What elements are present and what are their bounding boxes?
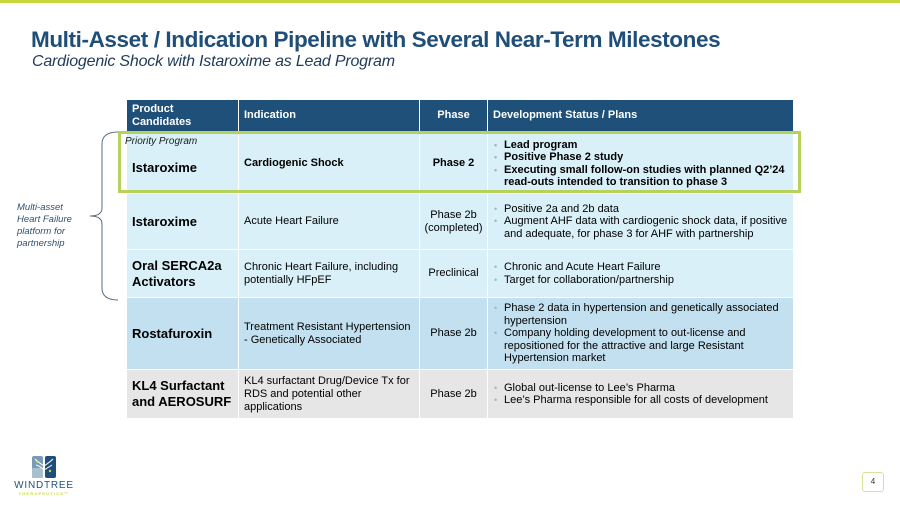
table-row — [127, 370, 793, 418]
indication: KL4 surfactant Drug/Device Tx for RDS and potential other applications — [239, 370, 420, 418]
phase: Phase 2b (completed) — [420, 194, 488, 249]
status-bullet: • Lead program — [493, 139, 788, 152]
pipeline-table — [127, 100, 793, 418]
page-subtitle: Cardiogenic Shock with Istaroxime as Lead Program — [32, 53, 395, 70]
top-accent-bar — [0, 0, 900, 3]
side-note-line: Heart Failure — [17, 214, 72, 225]
side-note-line: partnership — [17, 238, 65, 249]
table-row — [127, 132, 793, 194]
development-status — [488, 298, 793, 369]
table-row — [127, 250, 793, 298]
phase: Preclinical — [420, 250, 488, 297]
status-bullet: • Executing small follow-on studies with planned Q2’24 read-outs intended to transition to phase 3 — [493, 164, 788, 189]
page-number: 4 — [862, 472, 884, 492]
indication: Cardiogenic Shock — [239, 132, 420, 193]
logo-name: WINDTREE — [14, 480, 74, 491]
side-note-line: Multi-asset — [17, 202, 63, 213]
page-title: Multi-Asset / Indication Pipeline with Several Near-Term Milestones — [31, 27, 721, 52]
header-product-candidates: Product Candidates — [127, 100, 239, 131]
status-bullet: • Global out-license to Lee’s Pharma — [493, 382, 768, 395]
priority-program-label: Priority Program — [125, 136, 198, 147]
phase: Phase 2b — [420, 298, 488, 369]
indication: Chronic Heart Failure, including potentially HFpEF — [239, 250, 420, 297]
development-status — [488, 194, 793, 249]
table-header-row — [127, 100, 793, 132]
phase: Phase 2 — [420, 132, 488, 193]
status-bullet: • Target for collaboration/partnership — [493, 274, 674, 287]
development-status — [488, 370, 793, 418]
development-status — [488, 250, 793, 297]
product-name: Rostafuroxin — [127, 298, 239, 369]
status-bullet: • Augment AHF data with cardiogenic shock data, if positive and adequate, for phase 3 for AHF with partnership — [493, 215, 788, 240]
logo-tagline: THERAPEUTICS™ — [18, 491, 70, 496]
windtree-logo — [14, 456, 74, 496]
product-name: KL4 Surfactant and AEROSURF — [127, 370, 239, 418]
tree-logo-icon — [32, 456, 56, 478]
product-name: Istaroxime — [127, 132, 239, 193]
header-phase: Phase — [420, 100, 488, 131]
status-bullet: • Lee’s Pharma responsible for all costs of development — [493, 394, 768, 407]
table-row — [127, 194, 793, 250]
development-status — [488, 132, 793, 193]
status-bullet: • Company holding development to out-license and repositioned for the attractive and large Resistant Hypertension market — [493, 327, 788, 365]
indication: Acute Heart Failure — [239, 194, 420, 249]
status-bullet: • Chronic and Acute Heart Failure — [493, 261, 674, 274]
product-name: Oral SERCA2a Activators — [127, 250, 239, 297]
table-row — [127, 298, 793, 370]
curly-brace-icon — [86, 130, 120, 302]
phase: Phase 2b — [420, 370, 488, 418]
status-bullet: • Phase 2 data in hypertension and genetically associated hypertension — [493, 302, 788, 327]
side-note-line: platform for — [17, 226, 66, 237]
status-bullet: • Positive Phase 2 study — [493, 151, 788, 164]
side-note — [17, 202, 72, 250]
product-name: Istaroxime — [127, 194, 239, 249]
header-indication: Indication — [239, 100, 420, 131]
status-bullet: • Positive 2a and 2b data — [493, 203, 788, 216]
indication: Treatment Resistant Hypertension - Genetically Associated — [239, 298, 420, 369]
header-development-status: Development Status / Plans — [493, 109, 638, 121]
